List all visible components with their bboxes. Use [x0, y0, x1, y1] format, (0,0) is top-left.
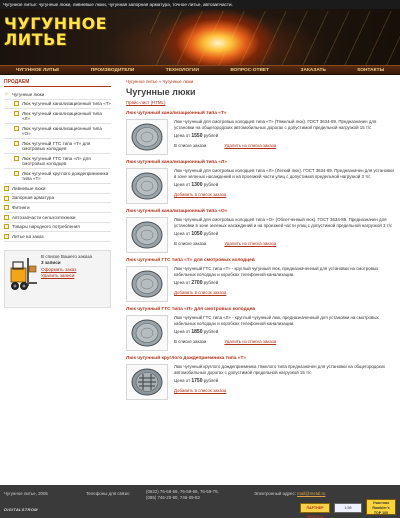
footer-email-link[interactable]: mail@metal.ru [297, 491, 326, 496]
product-card [126, 111, 394, 155]
pricelist-link[interactable]: Прайс-лист (HTML) [126, 100, 166, 105]
square-bullet-icon [4, 186, 9, 191]
footer-email-label: Электронный адрес: [254, 491, 296, 496]
nav-item-cast-iron[interactable]: ЧУГУННОЕ ЛИТЬЕ [15, 67, 60, 73]
sidebar-subitem-sewer-l[interactable] [4, 109, 111, 124]
product-title[interactable]: Люк чугунный канализационный типа «Л» [126, 160, 228, 165]
product-price: 1850 [191, 329, 203, 336]
sidebar-item-label: Люк чугунный ГТС типа «Л» для смотровых колодцев [22, 155, 91, 167]
cart-count: 3 записи [41, 260, 61, 266]
badge-line-3: TOP 100 [373, 511, 389, 515]
price-label: Цена от [174, 378, 191, 384]
sidebar-item-label: Люк чугунный канализационный типа «Т» [22, 101, 111, 107]
price-label: Цена от [174, 133, 191, 139]
product-image[interactable] [126, 364, 168, 400]
delete-entries-link[interactable]: Удалить записи [41, 272, 75, 278]
sidebar-item-label: Люк чугунный ГТС типа «Т» для смотровых колодцев [22, 140, 91, 152]
price-label: Цена от [174, 231, 191, 237]
product-price: 2700 [191, 280, 203, 287]
sidebar-item-label: Люк чугунный канализационный типа «Л» [22, 110, 102, 122]
price-currency: рублей [203, 182, 219, 188]
square-bullet-icon [14, 156, 19, 161]
manhole-cover-icon [130, 171, 164, 201]
price-label: Цена от [174, 329, 191, 335]
sidebar-subitem-sewer-t[interactable] [4, 100, 111, 110]
square-bullet-icon [4, 234, 9, 239]
square-bullet-icon [14, 101, 19, 106]
square-bullet-icon [14, 171, 19, 176]
breadcrumb[interactable]: Чугунное литье » Чугунные люки [126, 79, 194, 84]
cart-text [41, 254, 92, 304]
sidebar-item-storm-manholes[interactable] [4, 184, 111, 194]
counter-badge[interactable]: 1.59 [334, 503, 362, 513]
logo-line-1: ЧУГУННОЕ [4, 14, 108, 33]
product-card [126, 209, 394, 253]
add-to-order-link[interactable]: Добавить в список заказа [174, 387, 227, 393]
sidebar-item-label: Автозапчасти сельхозтехники [12, 214, 76, 220]
product-description: Люк чугунный для смотровых колодцев типа «Т» (Тяжелый люк). ГОСТ 3634-89. Предназначен для установки на общегородских автомобильных дорогах с допустимой предельной нагрузкой 15 т/с [174, 119, 377, 130]
add-to-order-link[interactable]: Добавить в список заказа [174, 289, 227, 295]
product-image[interactable] [126, 315, 168, 351]
site-logo[interactable] [4, 16, 107, 48]
add-to-order-link[interactable]: Добавить в список заказа [174, 191, 227, 197]
header-sparks-decoration [150, 11, 400, 65]
product-price: 1300 [191, 182, 203, 189]
product-description: Люк чугунный для смотровых колодцев типа «О» (Облегченный люк). ГОСТ 3634-89. Предназначен для установки в зоне зеленых насаждений и на проезжей части улиц с допустимой предельной нагрузкой 3 т/с [174, 217, 393, 228]
manhole-cover-icon [130, 269, 164, 299]
product-image[interactable] [126, 266, 168, 302]
remove-from-order-link[interactable]: Удалить из списка заказа [224, 240, 277, 246]
top-tagline-bar [0, 0, 400, 9]
sidebar-subitem-sewer-o[interactable] [4, 124, 111, 139]
logo-line-2: ЛИТЬЕ [4, 30, 68, 49]
nav-item-contacts[interactable]: КОНТАКТЫ [357, 67, 385, 73]
sidebar-subitem-gts-l[interactable] [4, 154, 111, 169]
sidebar-item-consumer-goods[interactable] [4, 223, 111, 233]
badge-line-2: Rambler's [372, 506, 390, 510]
product-image[interactable] [126, 217, 168, 253]
footer-phone-2: (095) 746-20-90, 746-09-82 [146, 494, 200, 500]
sidebar-item-label: Люк чугунный круглого дождеприемника типа «Т» [22, 170, 109, 182]
partner-badge[interactable]: ПАРТНЕР ПРОЕКТА [300, 503, 330, 513]
remove-from-order-link[interactable]: Удалить из списка заказа [224, 338, 277, 344]
sidebar-item-custom-casting[interactable] [4, 232, 111, 242]
product-price: 1050 [191, 231, 203, 238]
footer-phone-1: (0622) 76-68-59, 76-59-69, 76-59-79, [146, 489, 219, 494]
footer-phones-label: Телефоны для связи: [86, 491, 130, 496]
product-card [126, 307, 394, 351]
sidebar-item-label: Товары народного потребления [12, 224, 80, 230]
price-currency: рублей [203, 231, 219, 237]
price-currency: рублей [203, 329, 219, 335]
manhole-cover-icon [130, 122, 164, 152]
product-price: 1750 [191, 378, 203, 385]
forklift-icon [8, 254, 38, 296]
sidebar-item-manholes[interactable] [4, 90, 111, 100]
sidebar-item-label: Фитинги [12, 204, 30, 210]
page-layout [0, 75, 400, 485]
checkout-link[interactable]: Оформить заказ [41, 266, 77, 272]
product-description: Люк чугунный ГТС типа «Т» - круглый чугунный люк, предназначенный для установки на смотровых кабельных колодцах и коробках телефонной канализации. [174, 266, 379, 277]
square-bullet-icon [14, 141, 19, 146]
square-bullet-icon [4, 196, 9, 201]
sidebar-item-valves[interactable] [4, 194, 111, 204]
square-bullet-icon [4, 215, 9, 220]
nav-item-technologies[interactable]: ТЕХНОЛОГИИ [165, 67, 199, 73]
product-card [126, 258, 394, 302]
sidebar-item-label: Ливневые люки [12, 185, 46, 191]
product-image[interactable] [126, 168, 168, 204]
sun-icon: ☼ [4, 90, 9, 97]
product-title[interactable]: Люк чугунный круглого дождеприемника типа «Т» [126, 356, 247, 361]
manhole-cover-icon [130, 318, 164, 348]
sidebar-item-label: Чугунные люки [12, 91, 45, 97]
sidebar-item-label: Запорная арматура [12, 195, 55, 201]
product-description: Люк чугунный для смотровых колодцев типа «Л» (Легкий люк). ГОСТ 3634-89. Предназначен для установки в зоне зеленых насаждений и на проезжей части улиц с допустимой предельной нагрузкой 3 т/с [174, 168, 394, 179]
cart-line-1: В списке Вашего заказа [41, 253, 93, 259]
square-bullet-icon [14, 111, 19, 116]
nav-item-order[interactable]: ЗАКАЗАТЬ [300, 67, 326, 73]
main-nav [0, 65, 400, 75]
product-title[interactable]: Люк чугунный ГТС типа «Т» для смотровых колодцев [126, 258, 255, 263]
price-currency: рублей [203, 280, 219, 286]
sidebar [0, 75, 114, 485]
nav-item-faq[interactable]: ВОПРОС-ОТВЕТ [230, 67, 270, 73]
square-bullet-icon [4, 224, 9, 229]
product-title[interactable]: Люк чугунный ГТС типа «Л» для смотровых колодцев [126, 307, 256, 312]
product-title[interactable]: Люк чугунный канализационный типа «Т» [126, 111, 227, 116]
price-currency: рублей [203, 378, 219, 384]
square-bullet-icon [4, 205, 9, 210]
developer-logo[interactable]: DIGITALSTROM [4, 507, 38, 512]
footer-copyright: Чугунное литье, 2005 [4, 491, 48, 496]
product-description: Люк чугунный круглого дождеприемника тяжелого типа предназначен для установки на общегородских автомобильных дорогах с допустимой предельной нагрузкой 15 т/с [174, 364, 386, 375]
storm-grate-icon [130, 367, 164, 397]
top-tagline: Чугунное литье: чугунные люки, ливневые люки, чугунная запорная арматура, точное литье, автозапчасти. [3, 2, 233, 7]
product-price: 1550 [191, 133, 203, 140]
product-card [126, 160, 394, 204]
page-title: Чугунные люки [126, 87, 196, 97]
footer-email [254, 491, 325, 496]
badge-line-1: Участник [372, 501, 390, 505]
rambler-top100-badge[interactable] [366, 499, 396, 515]
sidebar-subitem-gts-t[interactable] [4, 139, 111, 154]
price-label: Цена от [174, 182, 191, 188]
price-label: Цена от [174, 280, 191, 286]
site-footer [0, 485, 400, 518]
manhole-cover-icon [130, 220, 164, 250]
in-order-list-link[interactable]: В списке заказа [174, 338, 207, 344]
product-image[interactable] [126, 119, 168, 155]
price-currency: рублей [203, 133, 219, 139]
nav-item-manufacturers[interactable]: ПРОИЗВОДИТЕЛИ [90, 67, 135, 73]
site-header [0, 9, 400, 65]
square-bullet-icon [14, 126, 19, 131]
sidebar-item-label: Люк чугунный канализационный типа «О» [22, 125, 102, 137]
product-card [126, 356, 394, 400]
remove-from-order-link[interactable]: Удалить из списка заказа [224, 142, 277, 148]
product-description: Люк чугунный ГТС типа «Л» - круглый чугунный люк, предназначенный для установки на смотровых кабельных колодцах и коробках телефонной канализации. [174, 315, 379, 326]
sidebar-item-auto-parts[interactable] [4, 213, 111, 223]
sidebar-item-label: Литье на заказ [12, 233, 44, 239]
sidebar-item-fittings[interactable] [4, 203, 111, 213]
product-title[interactable]: Люк чугунный канализационный типа «О» [126, 209, 228, 214]
sidebar-title: ПРОДАЕМ [4, 79, 111, 87]
in-order-list-link[interactable]: В списке заказа [174, 142, 207, 148]
main-content [114, 75, 400, 485]
order-cart-box [4, 250, 111, 308]
in-order-list-link[interactable]: В списке заказа [174, 240, 207, 246]
footer-phone-numbers [146, 489, 219, 500]
sidebar-subitem-rain-t[interactable] [4, 169, 111, 184]
